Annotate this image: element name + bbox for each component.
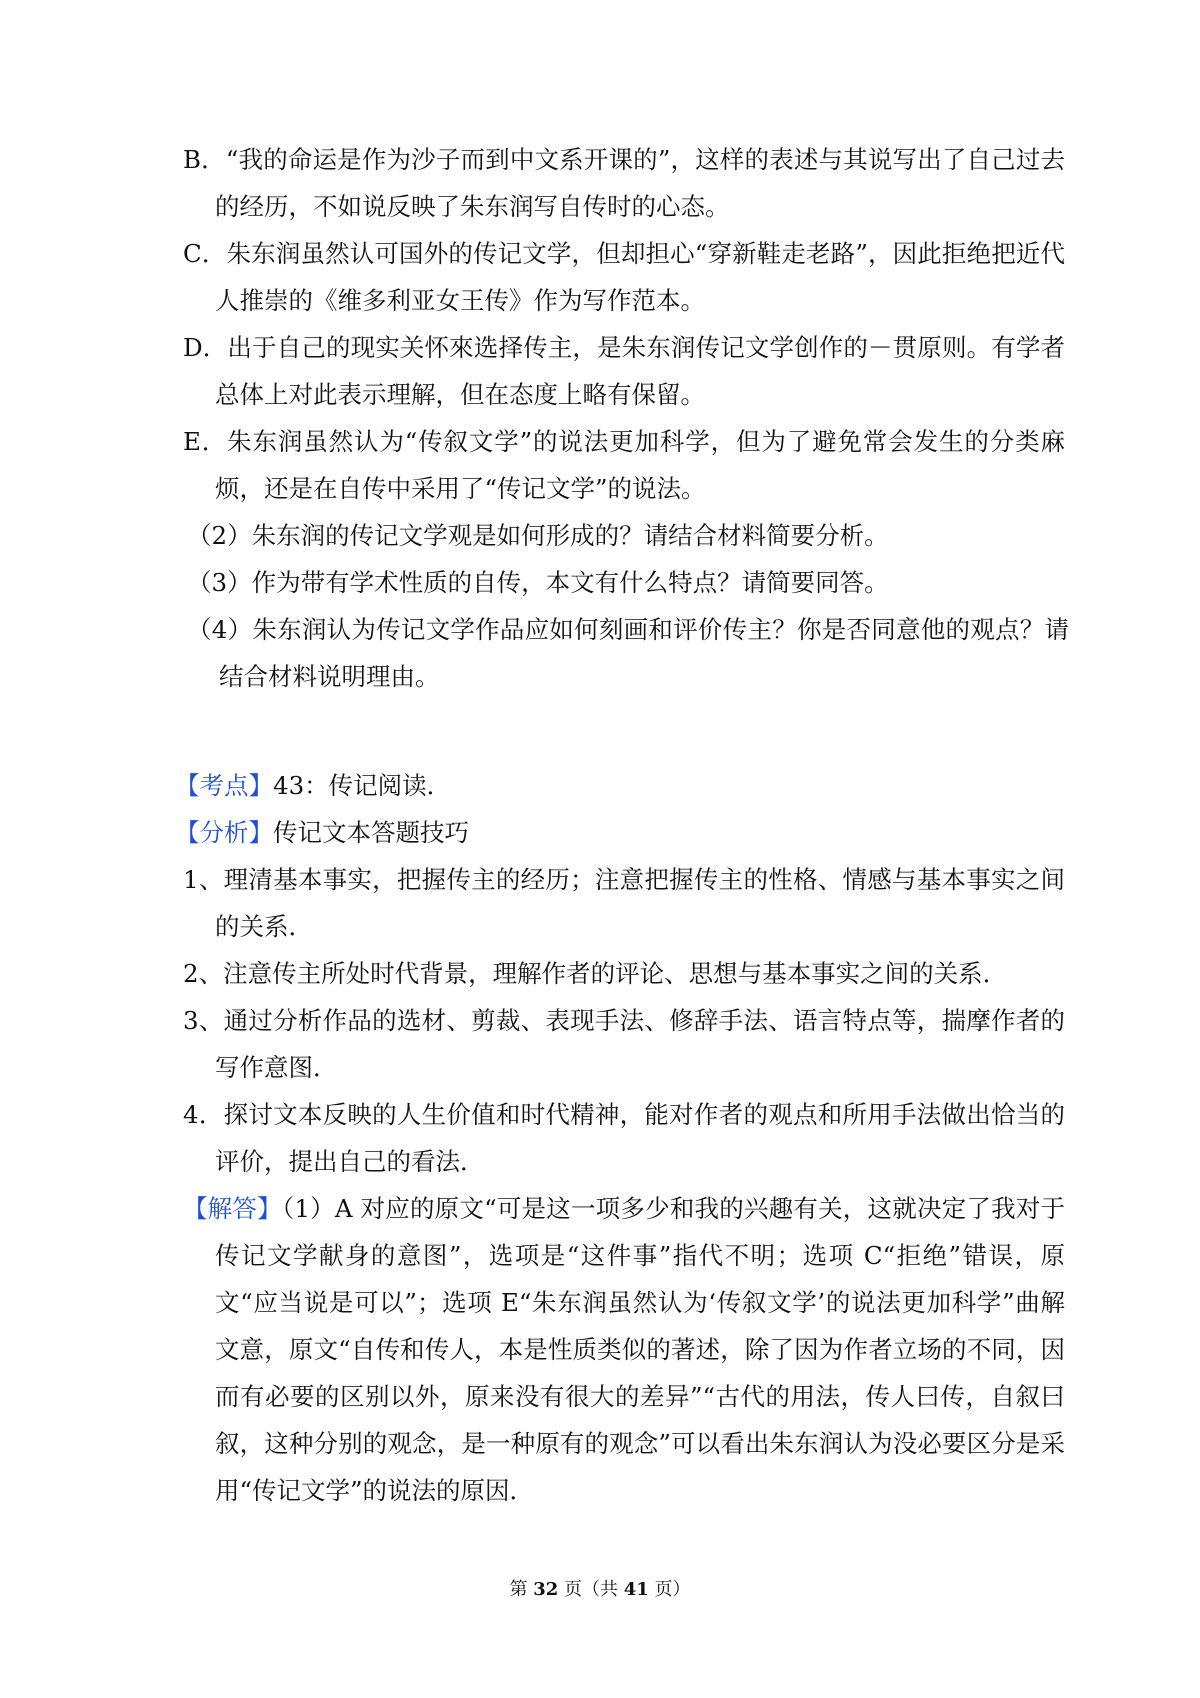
footer-middle: 页（共 [558,1579,624,1600]
fenxi-point-1: 1、理清基本事实，把握传主的经历；注意把握传主的性格、情感与基本事实之间的关系． [183,865,1065,941]
question-3: （3）作为带有学术性质的自传，本文有什么特点？请简要同答。 [187,568,889,597]
option-b: B．“我的命运是作为沙子而到中文系开课的”，这样的表述与其说写出了自己过去的经历，不如说反映了朱东润写自传时的心态。 [183,145,1065,221]
page-footer [0,1578,1200,1602]
question-4: （4）朱东润认为传记文学作品应如何刻画和评价传主？你是否同意他的观点？请结合材料说明理由。 [187,615,1069,691]
footer-prefix: 第 [509,1579,534,1600]
option-e: E．朱东润虽然认为“传叙文学”的说法更加科学，但为了避免常会发生的分类麻烦，还是在自传中采用了“传记文学”的说法。 [183,427,1065,503]
fenxi-point-2: 2、注意传主所处时代背景，理解作者的评论、思想与基本事实之间的关系． [183,959,1008,988]
footer-total-pages: 41 [623,1579,649,1600]
option-c: C．朱东润虽然认可国外的传记文学，但却担心“穿新鞋走老路”，因此拒绝把近代人推崇的《维多利亚女王传》作为写作范本。 [183,239,1065,315]
fenxi-point-4: 4．探讨文本反映的人生价值和时代精神，能对作者的观点和所用手法做出恰当的评价，提出自己的看法． [183,1100,1065,1176]
option-d: D．出于自己的现实关怀來选择传主，是朱东润传记文学创作的－贯原则。有学者总体上对此表示理解，但在态度上略有保留。 [183,333,1065,409]
footer-page-number: 32 [533,1579,559,1600]
fenxi-tag: 【分析】 [175,818,273,847]
kaodian-section [175,762,1025,809]
jieda-tag: 【解答】 [183,1194,282,1223]
fenxi-point-3: 3、通过分析作品的选材、剪裁、表现手法、修辞手法、语言特点等，揣摩作者的写作意图． [183,1006,1065,1082]
fenxi-section [175,809,1025,856]
footer-suffix: 页） [648,1579,691,1600]
kaodian-text: 43：传记阅读． [273,771,452,800]
kaodian-tag: 【考点】 [175,771,273,800]
fenxi-text: 传记文本答题技巧 [273,818,469,847]
jieda-text: （1）A 对应的原文“可是这一项多少和我的兴趣有关，这就决定了我对于传记文学献身的意图”，选项是“这件事”指代不明；选项 C“拒绝”错误，原文“应当说是可以”；选项 E“朱东润虽然认为‘传叙文学’的说法更加科学”曲解文意，原文“自传和传人，本是性质类似的著述，除了因为作者立场的不同，因而有必要的区别以外，原来没有很大的差异”“古代的用法，传人曰传，自叙曰叙，这种分别的观念，是一种原有的观念”可以看出朱东润认为没必要区分是采用“传记文学”的说法的原因． [215,1194,1066,1505]
question-2: （2）朱东润的传记文学观是如何形成的？请结合材料简要分析。 [187,521,889,550]
jieda-section [183,1185,1065,1514]
